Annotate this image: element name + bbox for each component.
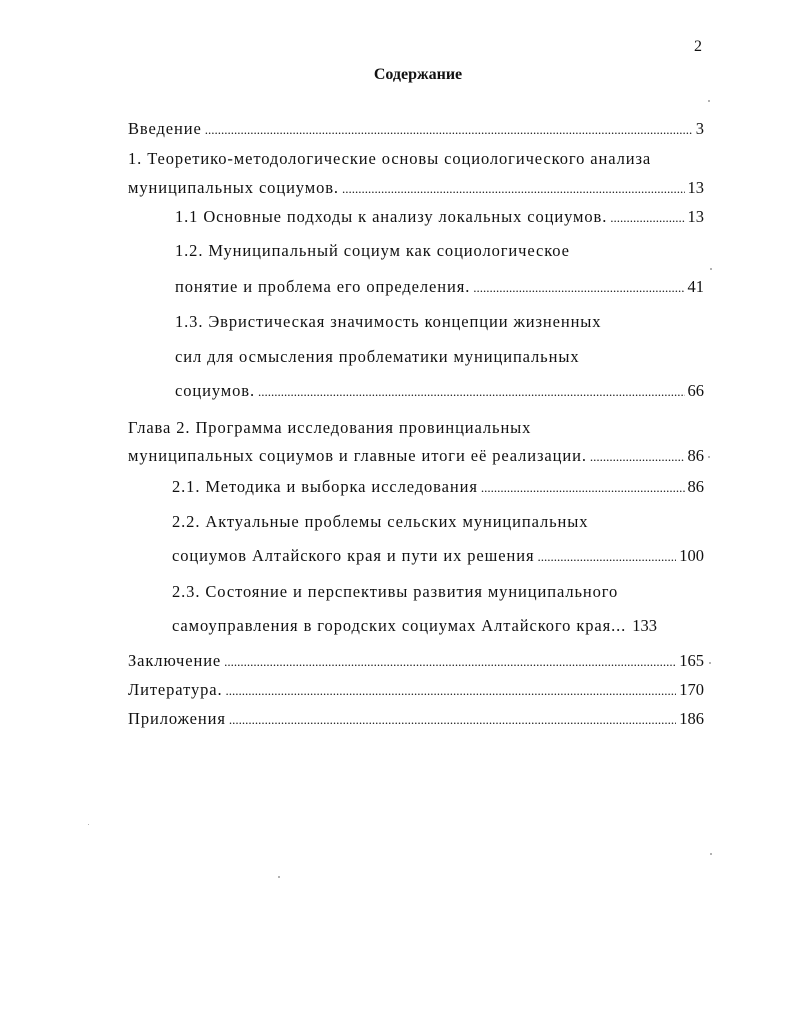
- scan-speck: [710, 268, 712, 270]
- dot-leader: [590, 447, 685, 467]
- toc-entry-section-2-2: [172, 546, 704, 567]
- toc-entry-page: 66: [687, 381, 704, 400]
- toc-entry-text: 2.1. Методика и выборка исследования: [172, 477, 478, 496]
- toc-entry-text: Введение: [128, 119, 202, 138]
- scan-speck: [710, 853, 712, 855]
- toc-entry-section-2-3-line-1: 2.3. Состояние и перспективы развития муниципального: [172, 582, 619, 601]
- dot-leader: [537, 547, 676, 567]
- toc-entry-section-1-2-line-1: 1.2. Муниципальный социум как социологическое: [175, 241, 570, 260]
- toc-entry-section-1-2: [175, 277, 704, 298]
- toc-entry-text: Литература.: [128, 680, 223, 699]
- toc-entry-conclusion: [128, 651, 704, 672]
- toc-entry-page: 133: [632, 616, 657, 635]
- toc-entry-chapter-1-line-1: 1. Теоретико-методологические основы социологического анализа: [128, 149, 652, 168]
- toc-entry-chapter-1: [128, 178, 704, 199]
- toc-entry-chapter-2: [128, 446, 704, 467]
- toc-entry-page: 165: [679, 651, 704, 670]
- toc-entry-page: 13: [687, 178, 704, 197]
- toc-entry-intro: [128, 119, 704, 140]
- dot-leader: [226, 681, 677, 701]
- dot-leader: [342, 179, 685, 199]
- toc-entry-text: понятие и проблема его определения.: [175, 277, 471, 296]
- toc-entry-page: 86: [687, 446, 704, 465]
- dot-leader: [224, 652, 676, 672]
- toc-entry-page: 13: [687, 207, 704, 226]
- scan-speck: [708, 456, 710, 458]
- toc-entry-text: муниципальных социумов и главные итоги её реализации.: [128, 446, 587, 465]
- page-title: Содержание: [373, 66, 463, 83]
- toc-entry-section-1-3-line-1: 1.3. Эвристическая значимость концепции жизненных: [175, 312, 602, 331]
- toc-entry-page: 186: [679, 709, 704, 728]
- dot-leader: [258, 382, 685, 402]
- toc-entry-page: 3: [695, 119, 704, 138]
- toc-entry-page: 41: [687, 277, 704, 296]
- toc-entry-section-2-3: [172, 616, 704, 636]
- page-number: 2: [694, 38, 702, 55]
- toc-entry-section-1-1: [175, 207, 704, 228]
- toc-entry-section-1-3: [175, 381, 704, 402]
- toc-entry-section-2-1: [172, 477, 704, 498]
- toc-entry-text: социумов Алтайского края и пути их решения: [172, 546, 535, 565]
- toc-entry-chapter-2-line-1: Глава 2. Программа исследования провинциальных: [128, 418, 532, 437]
- toc-entry-page: 170: [679, 680, 704, 699]
- toc-entry-text: муниципальных социумов.: [128, 178, 339, 197]
- toc-entry-literature: [128, 680, 704, 701]
- toc-entry-page: 86: [687, 477, 704, 496]
- scan-speck: [88, 824, 89, 825]
- toc-entry-page: 100: [679, 546, 704, 565]
- dot-leader: [205, 120, 693, 140]
- scan-speck: [708, 100, 710, 102]
- toc-entry-text: самоуправления в городских социумах Алтайского края...: [172, 616, 627, 635]
- dot-leader: [473, 278, 684, 298]
- scan-speck: [709, 662, 711, 664]
- toc-entry-section-1-3-line-2: сил для осмысления проблематики муниципальных: [175, 347, 580, 366]
- dot-leader: [610, 208, 684, 228]
- dot-leader: [481, 478, 685, 498]
- dot-leader: [229, 710, 676, 730]
- toc-entry-text: Приложения: [128, 709, 226, 728]
- scan-speck: [278, 876, 280, 878]
- toc-entry-section-2-2-line-1: 2.2. Актуальные проблемы сельских муниципальных: [172, 512, 589, 531]
- toc-entry-appendix: [128, 709, 704, 730]
- toc-entry-text: 1.1 Основные подходы к анализу локальных социумов.: [175, 207, 608, 226]
- toc-entry-text: социумов.: [175, 381, 255, 400]
- toc-entry-text: Заключение: [128, 651, 222, 670]
